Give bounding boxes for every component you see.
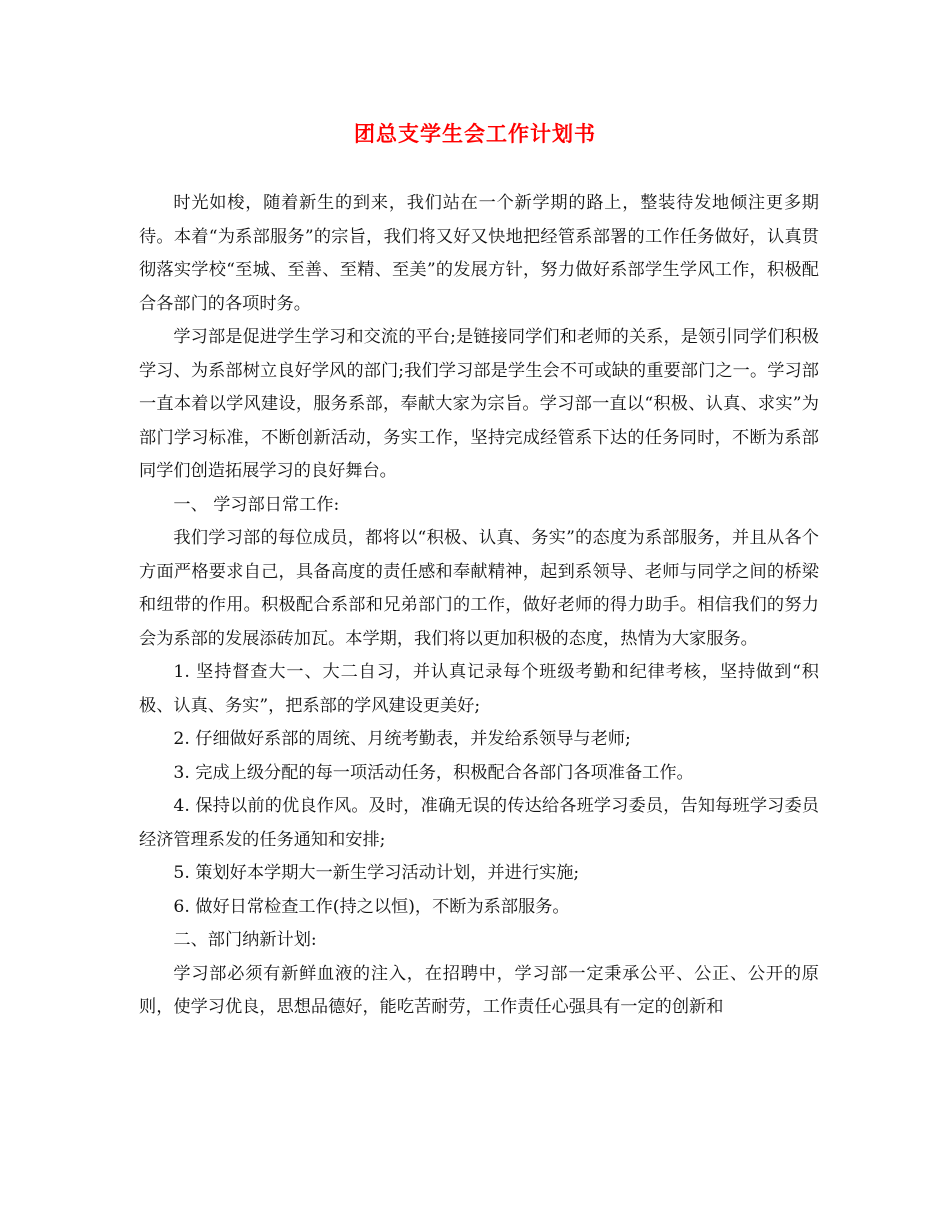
list-item-4: 4. 保持以前的优良作风。及时，准确无误的传达给各班学习委员，告知每班学习委员经济管理系发的任务通知和安排; xyxy=(139,796,819,850)
document-body xyxy=(139,187,819,1025)
paragraph-intro: 时光如梭，随着新生的到来，我们站在一个新学期的路上，整装待发地倾注更多期待。本着“为系部服务”的宗旨，我们将又好又快地把经管系部署的工作任务做好，认真贯彻落实学校“至城、至善、至精、至美”的发展方针，努力做好系部学生学风工作，积极配合各部门的各项时务。 xyxy=(139,193,819,314)
section-heading-recruitment: 二、部门纳新计划: xyxy=(173,930,317,950)
list-item-1: 1. 坚持督查大一、大二自习，并认真记录每个班级考勤和纪律考核，坚持做到“积极、认真、务实”，把系部的学风建设更美好; xyxy=(139,662,819,716)
list-item-5: 5. 策划好本学期大一新生学习活动计划，并进行实施; xyxy=(173,863,580,883)
list-item-2: 2. 仔细做好系部的周统、月统考勤表，并发给系领导与老师; xyxy=(173,729,631,749)
paragraph-recruitment: 学习部必须有新鲜血液的注入，在招聘中，学习部一定秉承公平、公正、公开的原则，使学习优良，思想品德好，能吃苦耐劳，工作责任心强具有一定的创新和 xyxy=(139,963,819,1017)
paragraph-members: 我们学习部的每位成员，都将以“积极、认真、务实”的态度为系部服务，并且从各个方面严格要求自己，具备高度的责任感和奉献精神，起到系领导、老师与同学之间的桥梁和纽带的作用。积极配合系部和兄弟部门的工作，做好老师的得力助手。相信我们的努力会为系部的发展添砖加瓦。本学期，我们将以更加积极的态度，热情为大家服务。 xyxy=(139,528,819,649)
list-item-6: 6. 做好日常检查工作(持之以恒)，不断为系部服务。 xyxy=(173,896,570,917)
section-heading-daily-work: 一、 学习部日常工作: xyxy=(173,494,340,515)
list-item-3: 3. 完成上级分配的每一项活动任务，积极配合各部门各项准备工作。 xyxy=(173,762,694,783)
document-title: 团总支学生会工作计划书 xyxy=(354,121,596,146)
paragraph-study-dept: 学习部是促进学生学习和交流的平台;是链接同学们和老师的关系，是领引同学们积极学习、为系部树立良好学风的部门;我们学习部是学生会不可或缺的重要部门之一。学习部一直本着以学风建设，服务系部，奉献大家为宗旨。学习部一直以“积极、认真、求实”为部门学习标准，不断创新活动，务实工作，坚持完成经管系下达的任务同时，不断为系部同学们创造拓展学习的良好舞台。 xyxy=(139,327,819,481)
